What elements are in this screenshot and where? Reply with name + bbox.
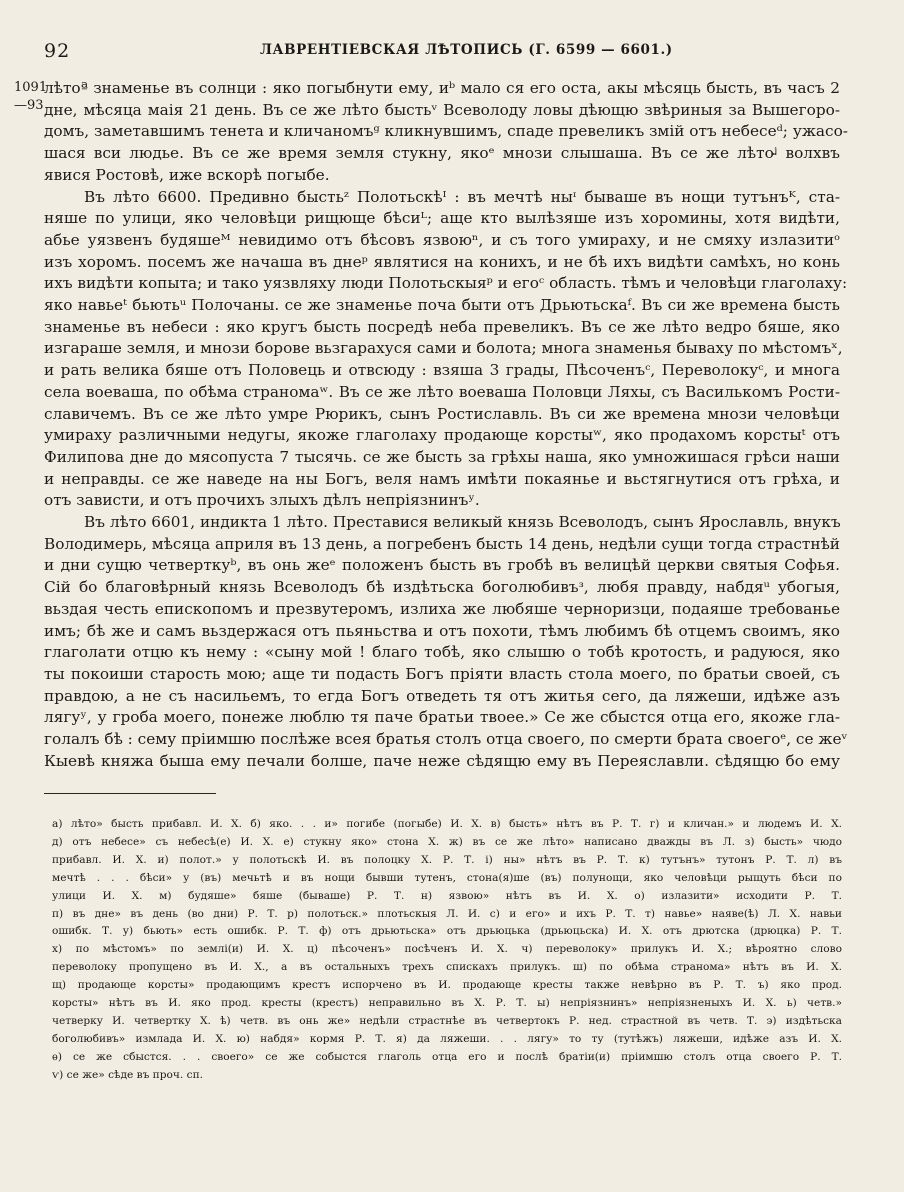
text-line: домъ, заметавшимъ тенета и кличаномъᵍ кликнувшимъ, спаде превеликъ змій отъ небесеᵈ; ужасо-	[44, 122, 848, 141]
text-line: лягуʸ, у гроба моего, понеже люблю тя паче братьи твоее.» Се же сбыстся отца его, якоже гла-	[44, 708, 840, 727]
text-line: голалъ бѣ : сему пріимшю послѣже всея братья столъ отца своего, по смерти брата своегоᵉ, се жеᵛ	[44, 730, 848, 748]
text-line: отъ зависти, и отъ прочихъ злыхъ дѣлъ непріязнинъʸ.	[44, 491, 480, 510]
text-line: и неправды. се же наведе на ны Богъ, веля намъ имѣти покаянье и вьстягнутися отъ грѣха, и	[44, 469, 840, 488]
footnote-line: корсты» нѣтъ въ И. яко прод. кресты (крестъ) неправильно въ Х. Р. Т. ы) непріязнинъ» непріязненыхъ И. Х. ь) четв.»	[52, 997, 842, 1009]
footnote-line: д) отъ небесе» съ небесѣ(е) И. Х. е) стукну яко» стона Х. ж) въ се же лѣто» написано дважды въ Л. з) бысть» чюдо	[52, 835, 842, 848]
footnote-line: улици И. Х. м) будяше» бяше (бываше) Р. Т. н) язвою» нѣтъ въ И. Х. о) излазити» исходити Р. Т.	[52, 889, 842, 902]
margin-year-label: 1091	[14, 80, 48, 95]
text-line: няше по улици, яко человѣци рищюще бѣсиᴸ; аще кто вылѣзяше изъ хоромины, хотя видѣти,	[44, 209, 840, 228]
footnote-line: х) по мѣстомъ» по землі(и) И. Х. ц) пѣсоченъ» посѣченъ И. Х. ч) переволоку» прилукъ И. Х.; вѣроятно слово	[52, 943, 842, 956]
text-line: яко навьеᵗ бьютьᵘ Полочаны. се же знаменье поча быти отъ Дрьютьскаᶠ. Въ си же времена бысть	[44, 296, 840, 314]
text-line: вьздая честь епископомъ и презвутеромъ, излиха же любяше черноризци, подаяше требованье	[44, 599, 840, 618]
text-line: явися Ростовѣ, иже вскорѣ погыбе.	[44, 165, 330, 184]
text-line: ихъ видѣти копыта; и тако уязвляху люди Полотьскыяᵖ и егоᶜ область. тѣмъ и человѣци глаголаху:	[44, 274, 848, 293]
text-line: изъ хоромъ. посемъ же начаша въ днеᵖ являтися на конихъ, и не бѣ ихъ видѣти самѣхъ, но конь	[44, 252, 840, 271]
text-line: Въ лѣто 6601, индикта 1 лѣто. Преставися великый князь Всеволодъ, сынъ Ярославль, внукъ	[84, 513, 841, 531]
text-line: и дни сущю четверткуᵇ, въ онь жеᵉ положенъ бысть въ гробѣ въ велицѣй церкви святыя Софья.	[44, 556, 840, 575]
text-line: и рать велика бяше отъ Половець и отвсюду : взяша 3 грады, Пѣсоченъᶜ, Переволокуᶜ, и многа	[44, 361, 840, 380]
footnote-line: боголюбивъ» измлада И. Х. ю) набдя» кормя Р. Т. я) да ляжеши. . . лягу» то ту (тутѣжъ) ляжеши, идѣже азъ И. Х.	[52, 1032, 842, 1045]
text-line: Сій бо благовѣрный князь Всеволодъ бѣ издѣтьска боголюбивъᶟ, любя правду, набдяᵘ убогыя,	[44, 578, 840, 597]
running-title: ЛАВРЕНТІЕВСКАЯ ЛѢТОПИСЬ (Г. 6599 — 6601.)	[260, 42, 673, 58]
text-line: славичемъ. Въ се же лѣто умре Рюрикъ, сынъ Ростиславль. Въ си же времена мнози человѣци	[44, 404, 840, 423]
margin-year-range: —93	[14, 98, 44, 113]
text-line: лѣтоª знаменье въ солнци : яко погыбнути ему, иᵇ мало ся его оста, акы мѣсяць бысть, въ часъ 2	[44, 79, 840, 97]
text-line: села воеваша, по обѣма страномаʷ. Въ се же лѣто воеваша Половци Ляхы, съ Василькомъ Рости-	[44, 382, 840, 401]
text-line: ты покоиши старость мою; аще ти подасть Богъ пріяти власть стола моего, по братьи своей, съ	[44, 664, 840, 683]
footnote-line: ѳ) се же сбыстся. . . своего» се же собыстся глаголь отца его и послѣ братіи(и) пріимшю столъ отца своего Р. Т.	[52, 1050, 842, 1063]
text-line: знаменье въ небеси : яко кругъ бысть посредѣ неба превеликъ. Въ се же лѣто ведро бяше, яко	[44, 317, 840, 336]
footnote-line: а) лѣто» бысть прибавл. И. Х. б) яко. . . и» погибе (погыбе) И. Х. в) бысть» нѣтъ въ Р. Т. г) и кличан.» и людемъ И. Х.	[52, 818, 842, 830]
footnote-line: мечтѣ . . . бѣси» у (въ) мечьтѣ и въ нощи бывши тутенъ, стона(я)ше (въ) полунощи, яко человѣци рыщуть бѣси по	[52, 871, 842, 884]
footnote-divider	[44, 793, 216, 794]
text-line: правдою, а не съ насильемъ, то егда Богъ отведеть тя отъ житья сего, да ляжеши, идѣже азъ	[44, 686, 840, 705]
text-line: шася вси людье. Въ се же время земля стукну, якоᵉ мнози слышаша. Въ се же лѣтоᶨ волхвъ	[44, 144, 840, 163]
text-line: умираху различными недугы, якоже глаголаху продающе корстыʷ, яко продахомъ корстыᵗ отъ	[44, 426, 840, 445]
footnote-line: п) въ дне» въ день (во дни) Р. Т. р) полотьск.» плотьскыя Л. И. с) и его» и ихъ Р. Т. т) навье» наяве(ѣ) Л. Х. навьи	[52, 907, 842, 920]
text-line: Володимерь, мѣсяца априля въ 13 день, а погребенъ бысть 14 день, недѣли сущи тогда страстнѣй	[44, 534, 840, 553]
footnote-line: щ) продающе корсты» продающимъ крестъ испорчено въ И. продающе кресты также невѣрно въ Р. Т. ъ) яко прод.	[52, 979, 842, 992]
text-line: дне, мѣсяца маія 21 день. Въ се же лѣто быстьᵛ Всеволоду ловы дѣющю звѣриныя за Вышегоро-	[44, 100, 840, 119]
footnote-line: ѵ) се же» сѣде въ проч. сп.	[52, 1068, 203, 1081]
page-number: 92	[44, 40, 71, 62]
text-line: изгараше земля, и мнози борове вьзгарахуся сами и болота; многа знаменья бываху по мѣстомъˣ,	[44, 339, 843, 358]
text-line: Въ лѣто 6600. Предивно быстьᶻ Полотьскѣᴵ : въ мечтѣ ныᶦ бываше въ нощи тутънъᴷ, ста-	[84, 187, 840, 206]
text-line: абье уязвенъ будяшеᴹ невидимо отъ бѣсовъ язвоюⁿ, и съ того умираху, и не смяху излазитиᵒ	[44, 230, 840, 249]
footnote-line: прибавл. И. Х. и) полот.» у полотьскѣ И. въ полоцку Х. Р. Т. і) ны» нѣтъ въ Р. Т. к) тутънъ» тутонъ Р. Т. л) въ	[52, 853, 842, 866]
text-line: глаголати отцю къ нему : «сыну мой ! благо тобѣ, яко слышю о тобѣ кротость, и радуюся, яко	[44, 643, 840, 662]
text-line: имъ; бѣ же и самъ вьздержася отъ пьяньства и отъ похоти, тѣмъ любимъ бѣ отцемъ своимъ, яко	[44, 621, 840, 640]
footnote-line: переволоку пропущено въ И. Х., а въ остальныхъ трехъ спискахъ прилукъ. ш) по обѣма странома» нѣтъ въ И. Х.	[52, 961, 842, 974]
footnote-line: четверку И. четвертку Х. ѣ) четв. въ онь же» недѣли страстнѣе въ четвертокъ Р. нед. страстной въ четв. Т. э) издѣтьска	[52, 1014, 842, 1027]
footnote-line: ошибк. Т. у) бьють» есть ошибк. Р. Т. ф) отъ дрьютьска» отъ дрьюцька (дрьюцьска) И. Х. отъ дрютска (дрюцка) Р. Т.	[52, 925, 842, 938]
text-line: Филипова дне до мясопуста 7 тысячь. се же бысть за грѣхы наша, яко умножишася грѣси наши	[44, 447, 840, 466]
text-line: Кыевѣ княжа быша ему печали болше, паче неже сѣдящю ему въ Переяславли. сѣдящю бо ему	[44, 751, 840, 770]
